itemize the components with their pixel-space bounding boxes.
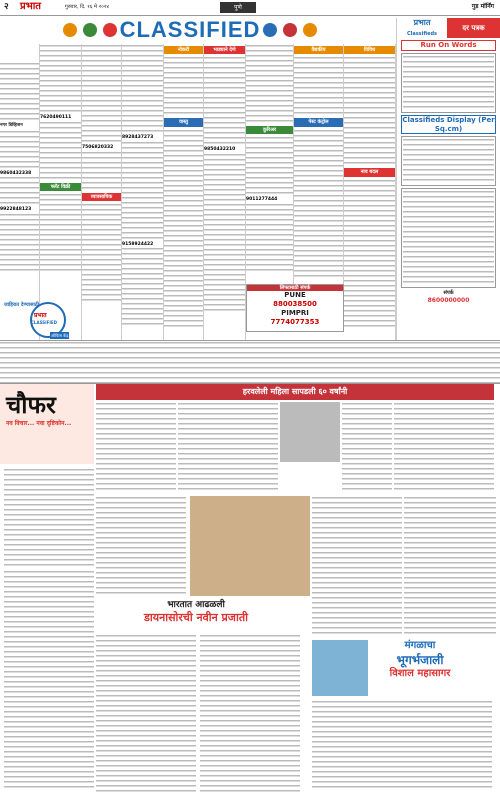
ad-text — [40, 121, 81, 181]
ad-text — [0, 176, 39, 206]
ad-text — [122, 44, 163, 134]
dino-headline — [96, 600, 296, 630]
lift-ad — [246, 284, 344, 332]
classified-column-9 — [344, 44, 396, 340]
car-icon — [103, 23, 117, 37]
classified-ticker — [0, 340, 500, 384]
category-header: फ्लॅट विक्री — [40, 183, 81, 191]
article-body — [178, 402, 278, 492]
briefcase-icon — [63, 23, 77, 37]
run-on-words-header: Run On Words — [401, 40, 496, 51]
category-header: व्यावसायिक — [82, 193, 121, 201]
display-rate-table — [401, 136, 496, 186]
dino-kicker: भारतात आढळली — [167, 600, 225, 610]
classified-column-5 — [164, 44, 204, 340]
ad-text — [246, 136, 293, 196]
classified-column-3 — [82, 44, 122, 340]
promo-tagline: जाहिरात देण्यासाठी — [4, 302, 39, 308]
article-body — [312, 700, 492, 790]
woman-photo — [280, 402, 340, 462]
ad-text — [164, 129, 203, 209]
lift-ad-city: PIMPRI — [281, 308, 309, 317]
feature-title: चौफर — [6, 391, 56, 419]
category-header: विविध — [344, 46, 395, 54]
ad-phone: 8928437273 — [122, 135, 154, 140]
edition-name: गुड मॉर्निंग — [471, 3, 494, 10]
rate-card-panel — [396, 18, 500, 340]
house-icon — [83, 23, 97, 37]
article-body — [342, 402, 392, 492]
ad-text — [122, 141, 163, 241]
ad-text — [294, 56, 343, 116]
ad-text — [0, 130, 39, 170]
ad-text — [82, 203, 121, 303]
ad-phone: 9158924422 — [122, 241, 154, 247]
dino-title: डायनासोरची नवीन प्रजाती — [144, 611, 248, 625]
ad-text — [164, 56, 203, 116]
display-rate-header: Classifieds Display (Per Sq.cm) — [402, 115, 495, 133]
promo-label: CLASSIFIED — [31, 320, 57, 325]
ad-text — [82, 44, 121, 144]
category-header: कुरिअर — [246, 126, 293, 134]
ad-text — [344, 56, 395, 166]
classified-column-1 — [0, 44, 40, 340]
category-header: भाड्याने देणे — [204, 46, 245, 54]
article-body — [394, 402, 494, 492]
category-header: वास्तु — [164, 118, 203, 126]
feature-subtitle: नव विचार... नवा दृष्टिकोन... — [6, 420, 72, 427]
page-header — [0, 0, 500, 16]
ad-text — [122, 247, 163, 327]
issue-date: गुरुवार, दि. १६ मे २०२४ — [65, 4, 110, 10]
fish-photo — [312, 640, 368, 696]
masthead-brand: प्रभात — [20, 1, 42, 12]
contact-phone: 8600000000 — [427, 296, 470, 304]
category-header: नाव बदल — [344, 168, 395, 176]
ad-phone: 9860432338 — [0, 170, 32, 176]
rate-table — [401, 53, 496, 113]
classified-banner — [0, 18, 380, 42]
page-number: २ — [4, 2, 9, 12]
rate-card-title: दर पत्रक — [447, 18, 500, 38]
ad-text — [40, 193, 81, 273]
feature-masthead — [0, 384, 94, 464]
article-body — [312, 496, 402, 636]
ad-text — [294, 129, 343, 279]
ocean-title-1: मंगळाचा — [404, 640, 436, 651]
ad-text — [82, 151, 121, 191]
dinosaur-illustration — [190, 496, 310, 596]
ad-text — [246, 44, 293, 124]
ad-text — [344, 179, 395, 329]
promo-brand: प्रभात — [34, 312, 47, 319]
ad-text — [0, 62, 39, 122]
article-body — [96, 496, 186, 596]
ad-text — [164, 209, 203, 329]
ad-phone: 9011277444 — [246, 197, 278, 203]
ad-text — [204, 56, 245, 146]
article-body — [4, 468, 94, 568]
medical-icon — [263, 23, 277, 37]
heart-icon — [283, 23, 297, 37]
ad-phone: 9850432210 — [204, 147, 236, 153]
ocean-title-2: भूगर्भजाली — [396, 652, 444, 667]
article-body — [4, 570, 94, 790]
key-icon — [303, 23, 317, 37]
banner-title: CLASSIFIED — [119, 17, 261, 43]
city-office-label: नगर डिव्हिजन — [0, 123, 23, 128]
lift-ad-title: लिफ्टसाठी संपर्क — [247, 285, 343, 291]
article-body — [96, 402, 176, 492]
promo-sub: ऑफिस केंद्र — [51, 333, 69, 338]
ad-text — [40, 44, 81, 114]
ocean-title-3: विशाल महासागर — [389, 667, 451, 679]
contact-label: संपर्क — [443, 290, 454, 297]
ocean-headline — [370, 640, 470, 680]
ad-phone: 7506820332 — [82, 145, 114, 150]
lift-ad-phone: 7774077353 — [270, 317, 320, 326]
category-header: वैद्यकीय — [294, 46, 343, 54]
classified-promo — [0, 300, 90, 340]
category-header: नोकरी — [164, 46, 203, 54]
lift-ad-phone: 880038500 — [273, 300, 317, 308]
ad-phone: 9922848123 — [0, 207, 32, 213]
classified-column-8 — [294, 44, 344, 284]
category-header: पेस्ट कंट्रोल — [294, 118, 343, 126]
article-body — [404, 496, 496, 636]
ad-text — [0, 213, 39, 273]
ad-text — [204, 153, 245, 313]
article-body — [200, 634, 300, 794]
article-body — [96, 634, 196, 794]
classified-column-7 — [246, 44, 294, 284]
rate-notes — [401, 188, 496, 288]
classified-column-6 — [204, 44, 246, 340]
story-headline: हरवलेली महिला सापडली ६० वर्षांनी — [96, 384, 494, 400]
city-tag: पुणे — [220, 2, 256, 13]
classified-column-2 — [40, 44, 82, 340]
rate-card-header — [397, 18, 500, 38]
ad-phone: 7620490111 — [40, 115, 72, 120]
ad-text — [246, 203, 293, 273]
rate-card-brand: प्रभात Classifieds — [397, 18, 447, 38]
classified-column-4 — [122, 44, 164, 340]
lift-ad-city: PUNE — [284, 291, 306, 300]
